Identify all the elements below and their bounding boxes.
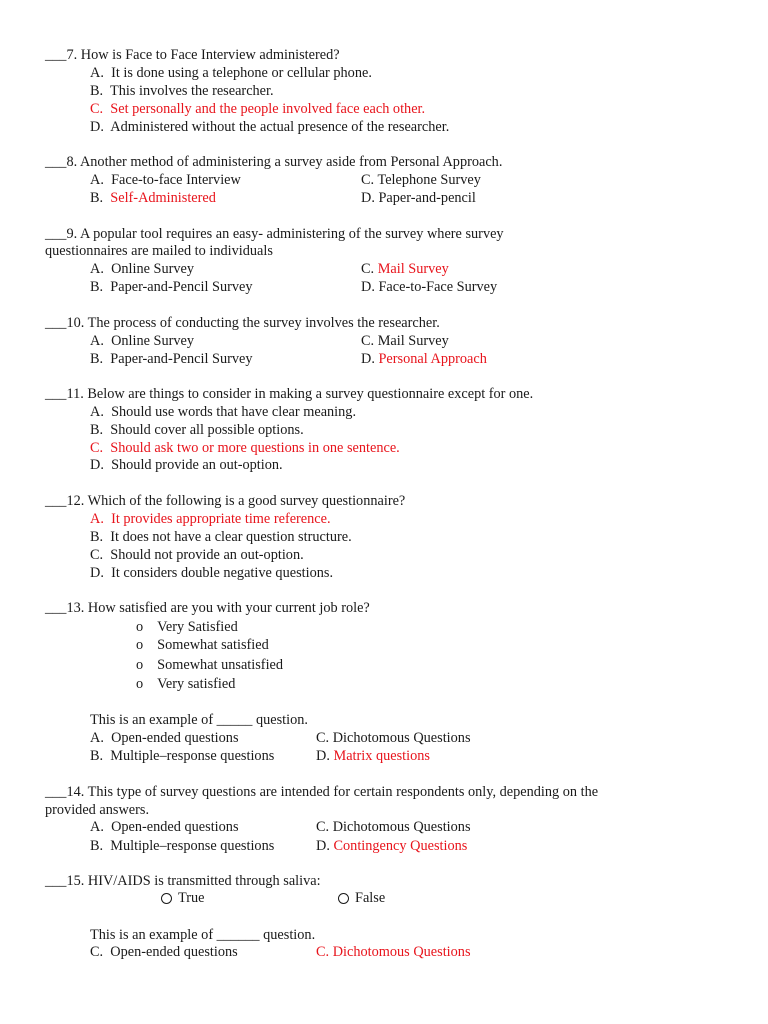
answer-blank: ___ xyxy=(45,873,67,889)
q13-option-a: A. Open-ended questions xyxy=(90,730,239,746)
q13-choice-3: o Somewhat unsatisfied xyxy=(136,657,284,673)
q12-option-c: C. Should not provide an out-option. xyxy=(90,547,304,563)
q10-option-c: C. Mail Survey xyxy=(361,333,449,349)
question-14-stem-cont: provided answers. xyxy=(45,802,150,818)
bullet-icon: o xyxy=(136,657,144,673)
q13-choice-4: o Very satisfied xyxy=(136,676,236,692)
q11-option-a: A. Should use words that have clear meaning. xyxy=(90,404,357,420)
q10-option-d-correct: D. Personal Approach xyxy=(361,351,487,367)
answer-blank: ___ xyxy=(45,600,67,616)
q12-option-d: D. It considers double negative questions. xyxy=(90,565,334,581)
q11-option-c-correct: C. Should ask two or more questions in one sentence. xyxy=(90,440,400,456)
q15-example-line: This is an example of ______ question. xyxy=(90,927,316,943)
question-11-stem: ___11. Below are things to consider in making a survey questionnaire except for one. xyxy=(45,386,534,402)
answer-blank: ___ xyxy=(45,154,67,170)
q11-option-d: D. Should provide an out-option. xyxy=(90,457,283,473)
answer-blank: ___ xyxy=(45,386,67,402)
q15-option-c2-correct: C. Dichotomous Questions xyxy=(316,944,471,960)
q10-option-b: B. Paper-and-Pencil Survey xyxy=(90,351,253,367)
question-14-stem: ___14. This type of survey questions are intended for certain respondents only, depending on the xyxy=(45,784,599,800)
bullet-icon: o xyxy=(136,637,144,653)
q12-option-b: B. It does not have a clear question structure. xyxy=(90,529,352,545)
q13-choice-2: o Somewhat satisfied xyxy=(136,637,269,653)
question-9-stem-cont: questionnaires are mailed to individuals xyxy=(45,243,273,259)
q11-option-b: B. Should cover all possible options. xyxy=(90,422,304,438)
q14-option-c: C. Dichotomous Questions xyxy=(316,819,471,835)
q15-option-c1: C. Open-ended questions xyxy=(90,944,238,960)
q9-option-c-correct: C. Mail Survey xyxy=(361,261,449,277)
answer-blank: ___ xyxy=(45,226,67,242)
question-8-stem: ___8. Another method of administering a survey aside from Personal Approach. xyxy=(45,154,503,170)
question-7-stem: ___7. How is Face to Face Interview administered? xyxy=(45,47,340,63)
q13-choice-1: o Very Satisfied xyxy=(136,619,238,635)
question-15-stem: ___15. HIV/AIDS is transmitted through saliva: xyxy=(45,873,321,889)
q12-option-a-correct: A. It provides appropriate time reference. xyxy=(90,511,331,527)
q7-option-d: D. Administered without the actual presence of the researcher. xyxy=(90,119,450,135)
q14-option-b: B. Multiple–response questions xyxy=(90,838,275,854)
question-13-stem: ___13. How satisfied are you with your current job role? xyxy=(45,600,370,616)
question-9-stem: ___9. A popular tool requires an easy- administering of the survey where survey xyxy=(45,226,504,242)
answer-blank: ___ xyxy=(45,493,67,509)
q13-option-c: C. Dichotomous Questions xyxy=(316,730,471,746)
bullet-icon: o xyxy=(136,619,144,635)
q13-example-line: This is an example of _____ question. xyxy=(90,712,308,728)
q15-choice-true: True xyxy=(161,890,205,907)
q7-option-c-correct: C. Set personally and the people involved face each other. xyxy=(90,101,426,117)
q8-option-a: A. Face-to-face Interview xyxy=(90,172,241,188)
q13-option-d-correct: D. Matrix questions xyxy=(316,748,430,764)
q8-option-c: C. Telephone Survey xyxy=(361,172,481,188)
radio-circle-icon xyxy=(161,893,172,904)
q9-option-d: D. Face-to-Face Survey xyxy=(361,279,498,295)
q15-choice-false: False xyxy=(338,890,385,907)
q7-option-b: B. This involves the researcher. xyxy=(90,83,274,99)
answer-blank: ___ xyxy=(45,315,67,331)
q8-option-d: D. Paper-and-pencil xyxy=(361,190,476,206)
q9-option-a: A. Online Survey xyxy=(90,261,195,277)
q10-option-a: A. Online Survey xyxy=(90,333,195,349)
q14-option-d-correct: D. Contingency Questions xyxy=(316,838,468,854)
bullet-icon: o xyxy=(136,676,144,692)
q13-option-b: B. Multiple–response questions xyxy=(90,748,275,764)
q8-option-b-correct: B. Self-Administered xyxy=(90,190,216,206)
answer-blank: ___ xyxy=(45,47,67,63)
q7-option-a: A. It is done using a telephone or cellular phone. xyxy=(90,65,372,81)
radio-circle-icon xyxy=(338,893,349,904)
answer-blank: ___ xyxy=(45,784,67,800)
q9-option-b: B. Paper-and-Pencil Survey xyxy=(90,279,253,295)
q14-option-a: A. Open-ended questions xyxy=(90,819,239,835)
question-12-stem: ___12. Which of the following is a good survey questionnaire? xyxy=(45,493,406,509)
question-10-stem: ___10. The process of conducting the survey involves the researcher. xyxy=(45,315,440,331)
